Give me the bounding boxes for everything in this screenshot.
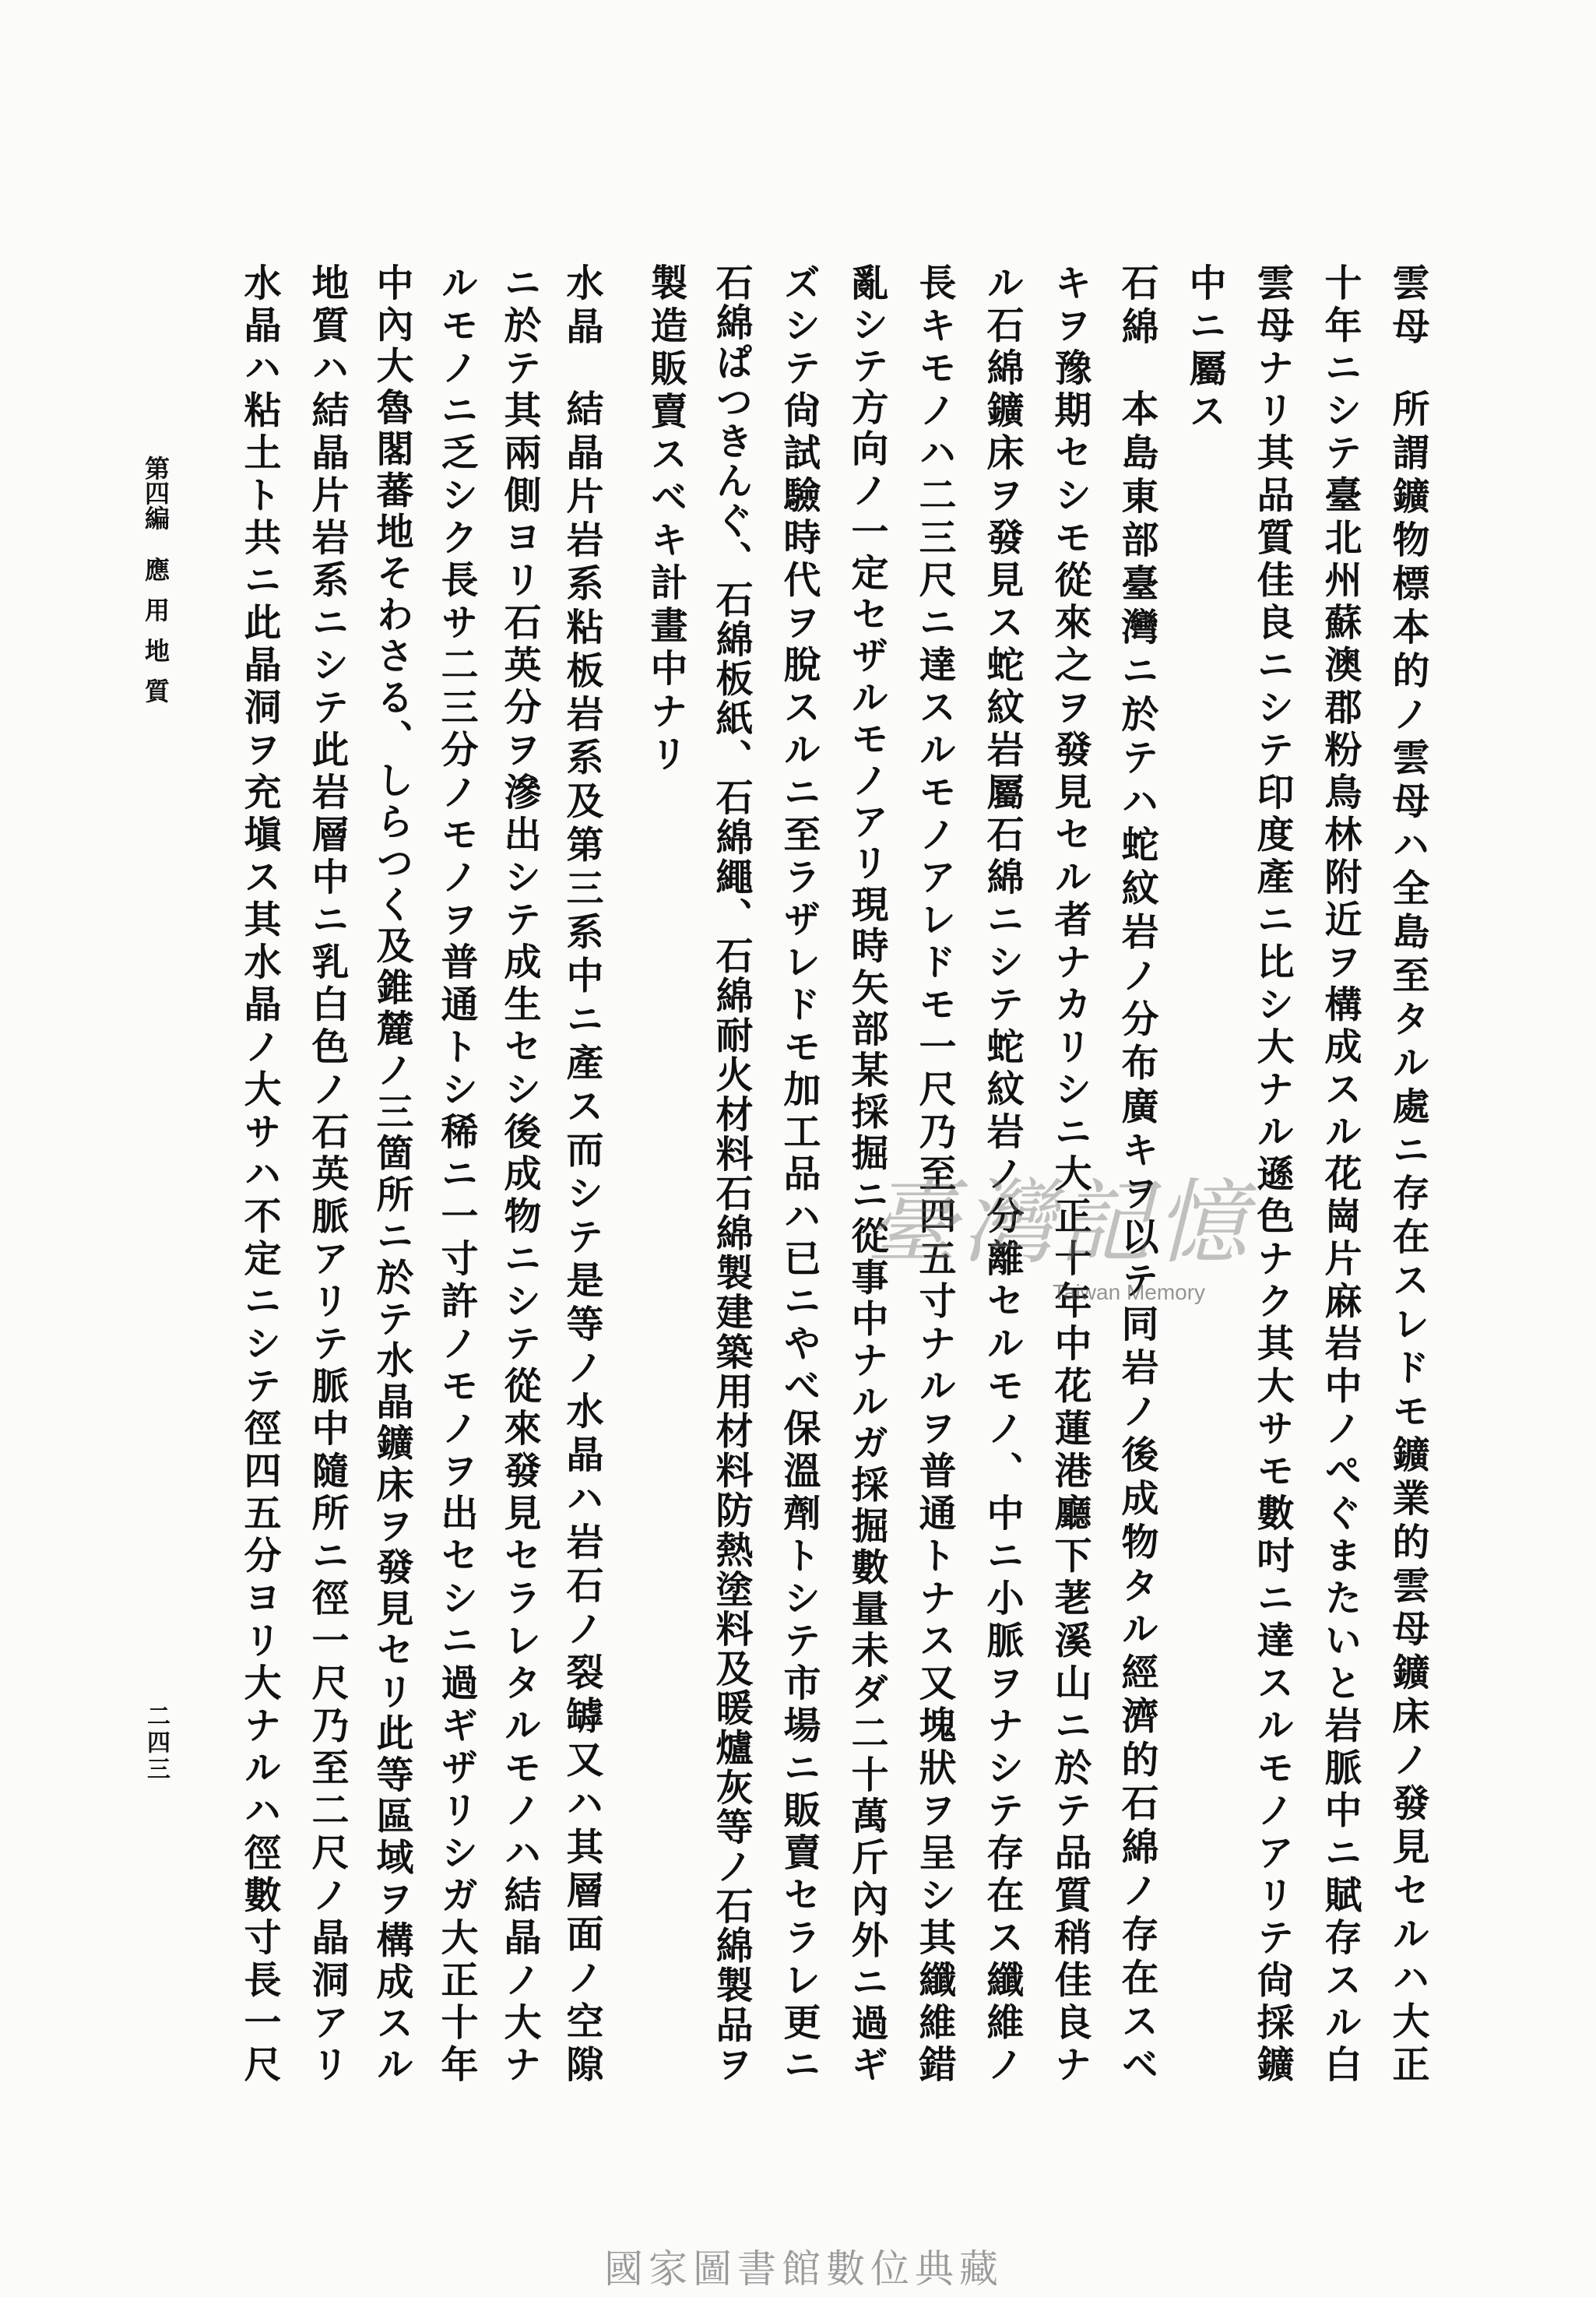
column-text: キヲ豫期セシモ從來之ヲ發見セル者ナカリシニ大正十年中花蓮港廳下荖溪山ニ於テ品質稍佳良ナ [1048,263,1092,2082]
text-column-11 [707,263,755,2082]
watermark-logo-text: 臺灣記憶 [866,1169,1253,1276]
column-text: ニ於テ其兩側ヨリ石英分ヲ滲出シテ成生セシ後成物ニシテ從來發見セラレタルモノハ結晶ノ大ナ [497,263,541,2082]
column-text: 地質ハ結晶片岩系ニシテ此岩層中ニ乳白色ノ石英脈アリテ脈中隨所ニ徑一尺乃至二尺ノ晶洞アリ [305,263,349,2082]
archive-footer: 國家圖書館數位典藏 [604,2246,1004,2292]
text-column-13 [557,263,606,2082]
column-text: 水晶ハ粘土ト共ニ此晶洞ヲ充塡ス其水晶ノ大サハ不定ニシテ徑四五分ヨリ大ナルハ徑數寸長一尺 [237,263,281,2082]
column-text: ルモノニ乏シク長サ二三分ノモノヲ普通トシ稀ニ一寸許ノモノヲ出セシニ過ギザリシガ大正十年 [434,263,478,2082]
text-column-12 [642,263,690,2082]
section-heading-mica: 雲母 [1386,263,1429,350]
column-text: 中ニ屬ス [1183,263,1226,434]
column-text: ル石綿鑛床ヲ發見ス蛇紋岩屬石綿ニシテ蛇紋岩ノ分離セルモノ、中ニ小脈ヲナシテ存在ス纖維ノ [980,263,1024,2082]
column-text: 雲母ナリ其品質佳良ニシテ印度產ニ比シ大ナル遜色ナク其大サモ數吋ニ達スルモノアリテ尙採鑛 [1250,263,1294,2082]
running-head-title: 應用地質 [141,557,170,719]
text-column-3 [1248,263,1296,2082]
running-head-part: 第四編 [141,456,170,530]
text-column-2 [1316,263,1364,2082]
page-number: 二四三 [142,1704,170,1783]
column-text: 本島東部臺灣ニ於テハ蛇紋岩ノ分布廣キヲ以テ同岩ノ後成物タル經濟的石綿ノ存在スベ [1115,389,1158,2082]
text-column-18 [235,263,283,2082]
running-head [140,456,171,719]
column-text: 石綿ぱつきんぐ、石綿板紙、石綿繩、石綿耐火材料石綿製建築用材料防熱塗料及暖爐灰等ノ石綿製品ヲ [709,263,753,2082]
column-text: ズシテ尙試驗時代ヲ脫スルニ至ラザレドモ加工品ハ已ニやべ保溫劑トシテ市場ニ販賣セラレ更ニ [777,263,821,2082]
column-text: 亂シテ方向ノ一定セザルモノアリ現時矢部某採掘ニ從事中ナルガ採掘數量未ダ二十萬斤內外ニ過ギ [845,263,888,2082]
text-column-16 [367,263,416,2082]
column-text: 製造販賣スベキ計畫中ナリ [644,263,687,777]
section-heading-quartz: 水晶 [560,263,603,350]
text-column-17 [303,263,351,2082]
column-text: 長キモノハ二三尺ニ達スルモノアレドモ一尺乃至四五寸ナルヲ普通トナス又塊狀ヲ呈シ其纖維錯 [912,263,956,2082]
section-heading-asbestos: 石綿 [1115,263,1158,350]
column-text: 十年ニシテ臺北州蘇澳郡粉鳥林附近ヲ構成スル花崗片麻岩中ノぺぐまたいと岩脈中ニ賦存スル白 [1318,263,1362,2082]
text-column-14 [495,263,543,2082]
watermark-logo-subtitle: Taiwan Memory [1053,1280,1206,1304]
column-text: 結晶片岩系粘板岩系及第三系中ニ產ス而シテ是等ノ水晶ハ岩石ノ裂罅又ハ其層面ノ空隙 [560,389,603,2082]
text-column-15 [432,263,480,2082]
text-column-10 [775,263,823,2082]
column-text: 中內大魯閣蕃地そわさる、しらつく及錐麓ノ三箇所ニ於テ水晶鑛床ヲ發見セリ此等區域ヲ構成スル [370,263,413,2082]
text-column-1 [1383,263,1432,2082]
column-text: 所謂鑛物標本的ノ雲母ハ全島至タル處ニ存在スレドモ鑛業的雲母鑛床ノ發見セルハ大正 [1386,389,1429,2082]
